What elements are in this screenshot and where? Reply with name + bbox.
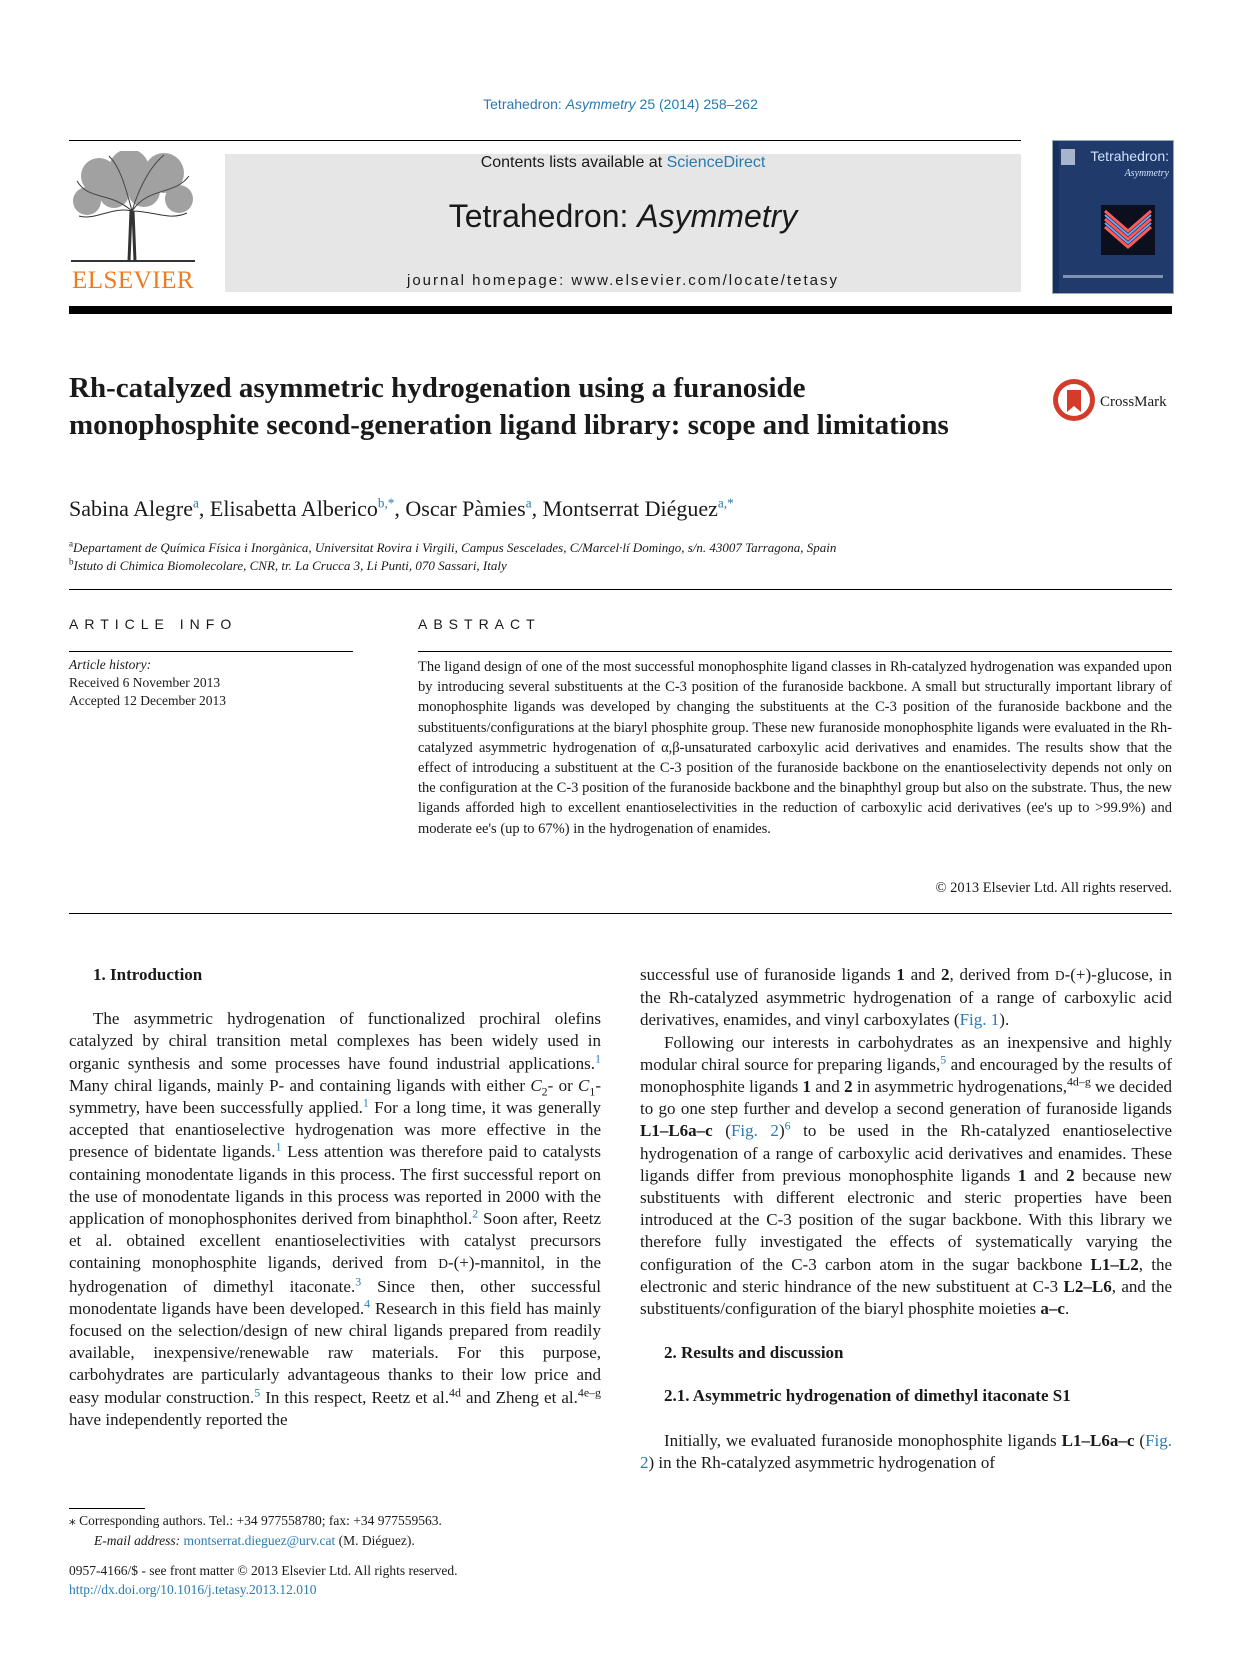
author-affiliation-mark[interactable]: a (193, 495, 199, 511)
section-heading-introduction: 1. Introduction (93, 965, 203, 984)
divider (69, 651, 353, 652)
body-paragraph: successful use of furanoside ligands 1 and 2, derived from D-(+)-glucose, in the Rh-catalyzed asymmetric hydrogenation of a range of carboxylic acid derivatives, enamides, and vinyl carboxylates (Fig. 1). (640, 965, 1172, 1030)
email-link[interactable]: montserrat.dieguez@urv.cat (183, 1533, 336, 1548)
copyright-line: © 2013 Elsevier Ltd. All rights reserved. (935, 880, 1172, 896)
section-heading-results: 2. Results and discussion (664, 1343, 844, 1363)
affiliation-a: $^a$Departament de Química Física i Inorgànica, Universitat Rovira i Virgili, Campus Sescelades, C/Marcel·lí Domingo, s/n. 43007 Tarragona, Spain (69, 538, 837, 555)
author-list: Sabina Alegre$^a$, Elisabetta Alberico$^{b,*}$, Oscar Pàmies$^a$, Montserrat Diéguez$^{a,*}$ (69, 495, 734, 521)
figure-link[interactable]: Fig. 2 (640, 1430, 1172, 1472)
affiliation-b: $^b$Istuto di Chimica Biomolecolare, CNR, tr. La Crucca 3, Li Punti, 070 Sassari, Italy (69, 556, 507, 573)
elsevier-tree-icon (69, 151, 197, 263)
divider (69, 589, 1172, 590)
cover-title: Tetrahedron: Asymmetry (1090, 148, 1169, 179)
journal-homepage[interactable]: journal homepage: www.elsevier.com/locate/tetasy (406, 272, 839, 289)
affiliations (69, 539, 836, 575)
divider (418, 651, 1172, 652)
author-name: Sabina Alegre (69, 496, 194, 521)
body-column-left (69, 964, 601, 1431)
sciencedirect-link[interactable]: ScienceDirect (666, 154, 766, 171)
citation-link[interactable]: 4d (449, 1385, 461, 1399)
divider (69, 913, 1172, 914)
citation-link[interactable]: 4e–g (577, 1385, 601, 1399)
article-info-heading: ARTICLE INFO (69, 616, 238, 632)
received-date: Received 6 November 2013 (69, 675, 221, 690)
body-column-right (640, 964, 1172, 1474)
figure-link[interactable]: Fig. 2 (730, 1121, 779, 1141)
doi-link[interactable]: http://dx.doi.org/10.1016/j.tetasy.2013.12.010 (69, 1582, 317, 1597)
citation-link[interactable]: 2 (472, 1206, 479, 1221)
journal-citation[interactable]: Tetrahedron: Asymmetry 25 (2014) 258–262 (483, 96, 758, 112)
crossmark-label: CrossMark (1100, 394, 1167, 410)
crossmark-badge[interactable] (1052, 376, 1182, 424)
citation-link[interactable]: 4 (364, 1296, 371, 1311)
email-note: E-mail address: montserrat.dieguez@urv.cat (M. Diéguez). (94, 1533, 415, 1548)
elsevier-logo (69, 151, 197, 295)
cover-art-icon (1053, 141, 1173, 293)
accepted-date: Accepted 12 December 2013 (69, 693, 227, 708)
header-thick-rule (69, 306, 1172, 314)
footnote-rule (69, 1508, 145, 1509)
citation-link[interactable]: 5 (254, 1385, 261, 1399)
journal-header-band (225, 154, 1021, 292)
author-name: Montserrat Diéguez (542, 496, 718, 521)
publisher-wordmark: ELSEVIER (71, 267, 195, 294)
figure-link[interactable]: Fig. 1 (959, 1010, 1000, 1030)
body-paragraph: The asymmetric hydrogenation of functionalized prochiral olefins catalyzed by chiral transition metal complexes has been widely used in organic synthesis and some processes have found industrial applications.$^1$ Many chiral ligands, mainly P- and containing ligands with either $C_2-$ or $C_1$-symmetry, have been successfully applied.$^1$ For a long time, it was generally accepted that enantioselective hydrogenation was more effective in the presence of bidentate ligands.$^1$ Less attention was therefore paid to catalysts containing monodentate ligands in this process. The first successful report on the use of monodentate ligands in this process was reported in 2000 with the application of monophosphonites derived from binaphthol.$^2$ Soon after, Reetz et al. obtained excellent enantioselectivities with catalyst precursors containing monophosphite ligands, derived from D-(+)-mannitol, in the hydrogenation of dimethyl itaconate.$^3$ Since then, other successful monodentate ligands have been developed.$^4$ Research in this field has mainly focused on the selection/design of new chiral ligands prepared from readily available, inexpensive/renewable raw materials. For this purpose, carbohydrates are particularly advantageous thanks to their low price and easy modular construction.$^5$ In this respect, Reetz et al.$^{4d}$ and Zheng et al.$^{4e-g}$ have independently reported the (69, 1009, 602, 1429)
abstract-text: The ligand design of one of the most successful monophosphite ligand classes in Rh-catalyzed hydrogenation was expanded upon by introducing several substituents at the C-3 position of the furanoside backbone. A small but structurally important library of monophosphite ligands was developed by changing the substituents at the C-3 position of the furanoside backbone and the substituents/configurations at the biaryl phosphite group. These new furanoside monophosphite ligands were evaluated in the Rh-catalyzed asymmetric hydrogenation of α,β-unsaturated carboxylic acid derivatives and enamides. The results show that the effect of introducing a substituent at the C-3 position of the furanoside backbone on the enantioselectivity depends not only on the configuration at the C-3 position of the furanoside backbone and the binaphthyl group but also on the substrate. Thus, the new ligands afforded high to excellent enantioselectivities in the reduction of carboxylic acid derivatives (ee's up to >99.9%) and moderate ee's (up to 67%) in the hydrogenation of enamides. (418, 659, 1172, 837)
citation-link[interactable]: 1 (275, 1139, 282, 1154)
top-rule (69, 140, 1021, 141)
crossmark-icon (1052, 378, 1096, 422)
article-history-label: Article history: (69, 657, 152, 672)
contents-line: Contents lists available at ScienceDirect (480, 154, 766, 171)
author-affiliation-mark[interactable]: a,* (717, 495, 734, 511)
citation-link[interactable]: 4d–g (1066, 1074, 1091, 1089)
author-name: Oscar Pàmies (405, 496, 526, 521)
citation-link[interactable]: 1 (362, 1095, 369, 1110)
body-paragraph: Following our interests in carbohydrates as an inexpensive and highly modular chiral source for preparing ligands,$^5$ and encouraged by the results of monophosphite ligands 1 and 2 in asymmetric hydrogenations,$^{4d-g}$ we decided to go one step further and develop a second generation of furanoside ligands L1–L6a–c (Fig. 2)$^6$ to be used in the Rh-catalyzed enantioselective hydrogenation of a range of carboxylic acid derivatives and enamides. These ligands differ from previous monophosphite ligands 1 and 2 because new substituents with different electronic and steric properties have been introduced at the C-3 position of the sugar backbone. With this library we therefore fully investigated the effects of systematically varying the configuration of the C-3 carbon atom in the sugar backbone L1–L2, the electronic and steric hindrance of the new substituent at C-3 L2–L6, and the substituents/configuration of the biaryl phosphite moieties a–c. (640, 1032, 1172, 1319)
body-paragraph: Initially, we evaluated furanoside monophosphite ligands L1–L6a–c (Fig. 2) in the Rh-catalyzed asymmetric hydrogenation of (640, 1430, 1172, 1472)
author-affiliation-mark[interactable]: b,* (377, 495, 395, 511)
journal-name: Tetrahedron: Asymmetry (448, 198, 798, 234)
author-affiliation-mark[interactable]: a (525, 495, 532, 511)
citation-link[interactable]: 5 (940, 1052, 947, 1067)
issn-line: 0957-4166/$ - see front matter © 2013 Elsevier Ltd. All rights reserved. (69, 1563, 458, 1578)
citation-link[interactable]: 3 (355, 1273, 362, 1288)
author-name: Elisabetta Alberico (209, 496, 378, 521)
subsection-heading: 2.1. Asymmetric hydrogenation of dimethyl itaconate S1 (664, 1386, 1071, 1406)
citation-link[interactable]: 6 (784, 1118, 791, 1133)
abstract-heading: ABSTRACT (418, 616, 541, 632)
citation-link[interactable]: 1 (595, 1050, 601, 1065)
journal-cover-image (1052, 140, 1174, 294)
paper-title: Rh-catalyzed asymmetric hydrogenation using a furanoside monophosphite second-generation ligand library: scope and limitations (69, 372, 949, 441)
corresponding-author-note: ⁎ Corresponding authors. Tel.: +34 977558780; fax: +34 977559563. (69, 1513, 442, 1528)
